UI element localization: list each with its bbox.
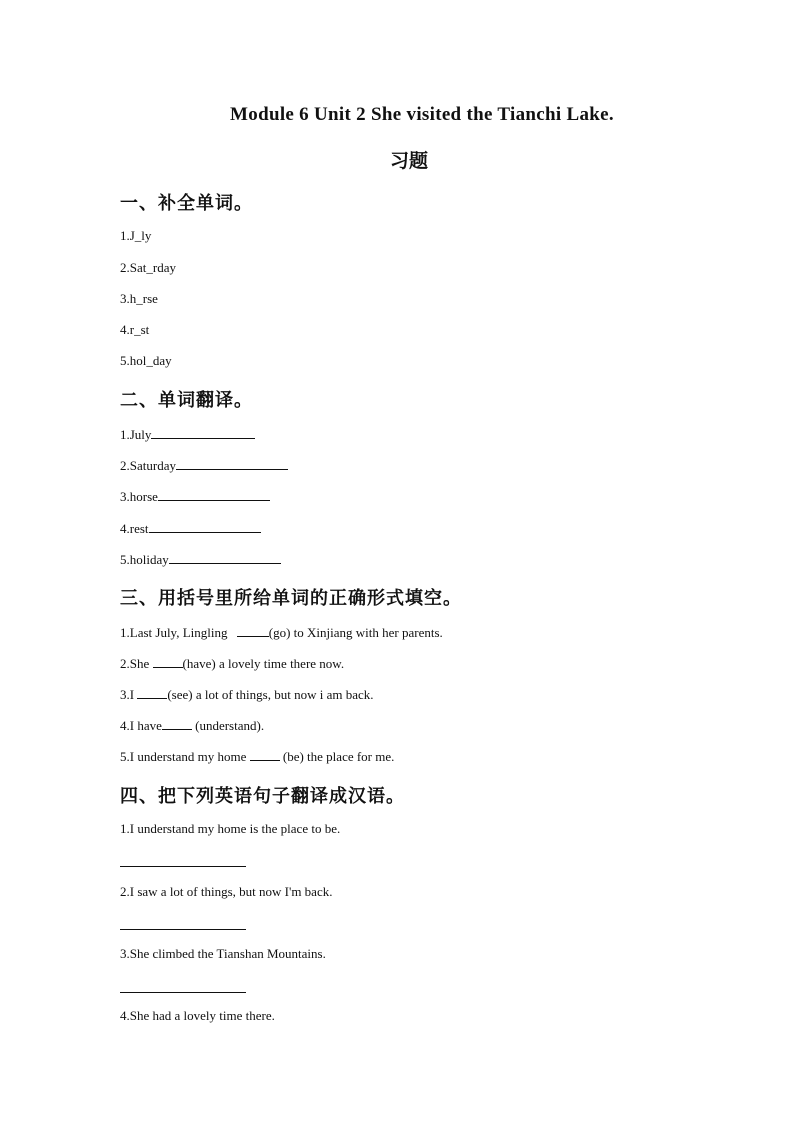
section2-item: [120, 551, 281, 568]
section2-word: 4.rest: [120, 521, 149, 536]
page-title: Module 6 Unit 2 She visited the Tianchi Lake.: [230, 104, 614, 125]
section2-item: [120, 488, 270, 505]
answer-blank[interactable]: [250, 748, 280, 761]
section2-word: 2.Saturday: [120, 458, 176, 473]
section3-item: [120, 717, 264, 734]
section1-item: 2.Sat_rday: [120, 260, 176, 275]
section1-item: 3.h_rse: [120, 291, 158, 306]
section4-item: 1.I understand my home is the place to be.: [120, 821, 341, 836]
section4-item: 4.She had a lovely time there.: [120, 1008, 275, 1023]
answer-blank[interactable]: [137, 686, 167, 699]
section3-item: [120, 686, 374, 703]
section2-word: 5.holiday: [120, 552, 169, 567]
sentence-start: 5.I understand my home: [120, 749, 250, 764]
section2-word: 1.July: [120, 427, 152, 442]
answer-blank[interactable]: [149, 520, 261, 533]
section3-item: [120, 624, 443, 641]
section3-heading: 三、用括号里所给单词的正确形式填空。: [120, 588, 462, 609]
section2-item: [120, 457, 288, 474]
answer-line[interactable]: [120, 866, 246, 867]
answer-blank[interactable]: [162, 717, 192, 730]
sentence-start: 4.I have: [120, 718, 162, 733]
section1-item: 4.r_st: [120, 322, 150, 337]
sentence-end: (see) a lot of things, but now i am back.: [167, 687, 374, 702]
answer-blank[interactable]: [153, 655, 183, 668]
sentence-end: (understand).: [191, 718, 265, 733]
section2-word: 3.horse: [120, 489, 158, 504]
section2-item: [120, 426, 255, 443]
section4-heading: 四、把下列英语句子翻译成汉语。: [120, 786, 405, 807]
answer-blank[interactable]: [237, 624, 269, 637]
sentence-start: 2.She: [120, 656, 153, 671]
section1-item: 1.J_ly: [120, 228, 152, 243]
section4-item: 2.I saw a lot of things, but now I'm back.: [120, 884, 333, 899]
sentence-start: 3.I: [120, 687, 138, 702]
section4-item: 3.She climbed the Tianshan Mountains.: [120, 946, 326, 961]
section1-heading: 一、补全单词。: [120, 193, 253, 214]
answer-line[interactable]: [120, 929, 246, 930]
sentence-end: (be) the place for me.: [279, 749, 395, 764]
answer-blank[interactable]: [151, 426, 255, 439]
answer-blank[interactable]: [169, 551, 281, 564]
sentence-start: 1.Last July, Lingling: [120, 625, 231, 640]
answer-line[interactable]: [120, 992, 246, 993]
section1-item: 5.hol_day: [120, 353, 172, 368]
sentence-end: (go) to Xinjiang with her parents.: [268, 625, 443, 640]
section2-heading: 二、单词翻译。: [120, 390, 253, 411]
page-subtitle: 习题: [389, 151, 428, 172]
section2-item: [120, 520, 261, 537]
answer-blank[interactable]: [158, 488, 270, 501]
sentence-end: (have) a lovely time there now.: [182, 656, 345, 671]
answer-blank[interactable]: [176, 457, 288, 470]
section3-item: [120, 655, 344, 672]
section3-item: [120, 748, 394, 765]
